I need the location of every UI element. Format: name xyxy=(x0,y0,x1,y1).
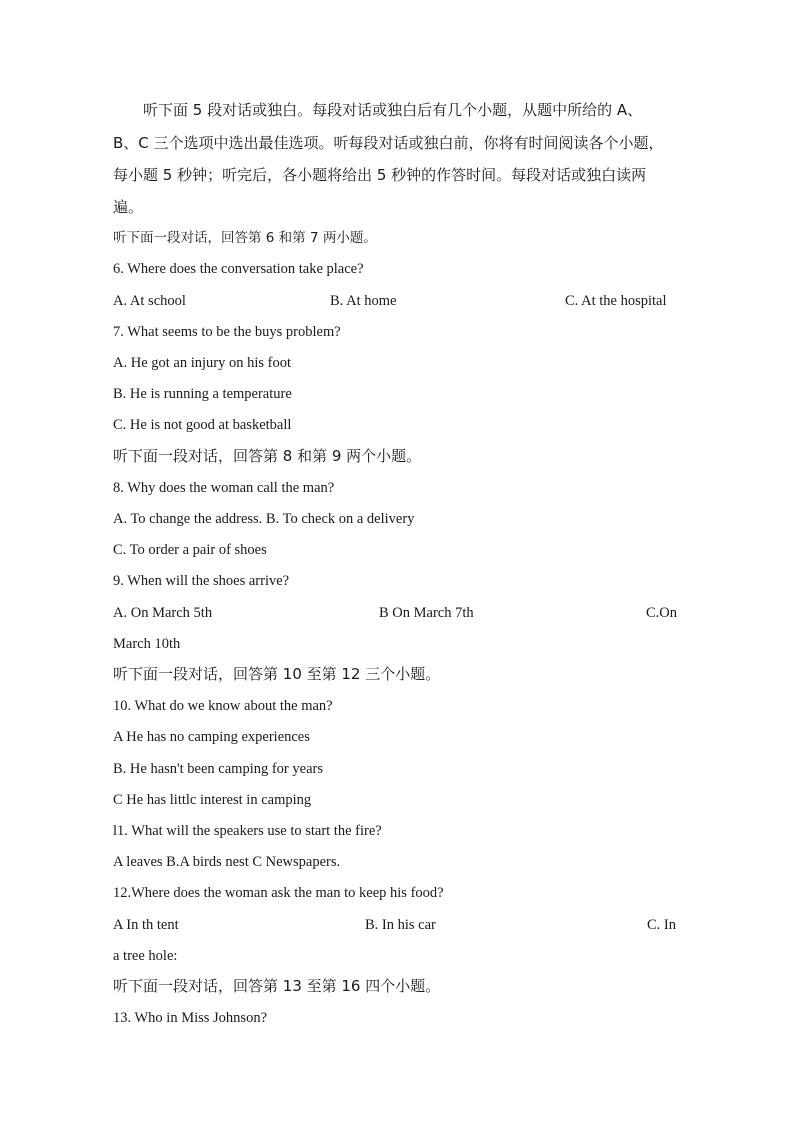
q10-option-b: B. He hasn't been camping for years xyxy=(113,761,323,777)
q11-options: A leaves B.A birds nest C Newspapers. xyxy=(113,854,341,870)
q9-option-c: C.On xyxy=(646,605,678,621)
section-2-heading: 听下面一段对话，回答第 8 和第 9 两个小题。 xyxy=(113,447,422,465)
question-8: 8. Why does the woman call the man? xyxy=(113,480,335,496)
q9-option-a: A. On March 5th xyxy=(113,605,213,621)
q7-option-b: B. He is running a temperature xyxy=(113,386,292,402)
question-9: 9. When will the shoes arrive? xyxy=(113,573,290,589)
q8-options-ab: A. To change the address. B. To check on a delivery xyxy=(113,511,415,527)
section-1-heading: 听下面一段对话，回答第 6 和第 7 两小题。 xyxy=(113,230,377,246)
q6-option-b: B. At home xyxy=(330,293,397,309)
q12-option-c: C. In xyxy=(647,917,676,933)
q10-option-c: C He has littlc interest in camping xyxy=(113,792,312,808)
section-3-heading: 听下面一段对话，回答第 10 至第 12 三个小题。 xyxy=(113,665,441,683)
question-13: 13. Who in Miss Johnson? xyxy=(113,1010,268,1026)
question-6: 6. Where does the conversation take place? xyxy=(113,261,364,277)
q7-option-c: C. He is not good at basketball xyxy=(113,417,292,433)
question-11: l1. What will the speakers use to start the fire? xyxy=(113,823,382,839)
instructions-line-4: 遍。 xyxy=(113,198,144,216)
instructions-line-2: B、C 三个选项中选出最佳选项。听每段对话或独白前，你将有时间阅读各个小题， xyxy=(113,134,664,152)
q9-option-b: B On March 7th xyxy=(379,605,474,621)
section-4-heading: 听下面一段对话，回答第 13 至第 16 四个小题。 xyxy=(113,977,441,995)
q12-option-c-continued: a tree hole: xyxy=(113,948,178,964)
q8-option-c: C. To order a pair of shoes xyxy=(113,542,267,558)
q12-option-b: B. In his car xyxy=(365,917,436,933)
question-7: 7. What seems to be the buys problem? xyxy=(113,324,341,340)
q7-option-a: A. He got an injury on his foot xyxy=(113,355,292,371)
q9-option-c-continued: March 10th xyxy=(113,636,181,652)
question-12: 12.Where does the woman ask the man to keep his food? xyxy=(113,885,444,901)
instructions-line-3: 每小题 5 秒钟；听完后，各小题将给出 5 秒钟的作答时间。每段对话或独白读两 xyxy=(113,166,647,184)
instructions-line-1: 听下面 5 段对话或独白。每段对话或独白后有几个小题，从题中所给的 A、 xyxy=(143,101,643,119)
q6-option-a: A. At school xyxy=(113,293,186,309)
q12-option-a: A In th tent xyxy=(113,917,179,933)
q10-option-a: A He has no camping experiences xyxy=(113,729,310,745)
q6-option-c: C. At the hospital xyxy=(565,293,667,309)
question-10: 10. What do we know about the man? xyxy=(113,698,333,714)
